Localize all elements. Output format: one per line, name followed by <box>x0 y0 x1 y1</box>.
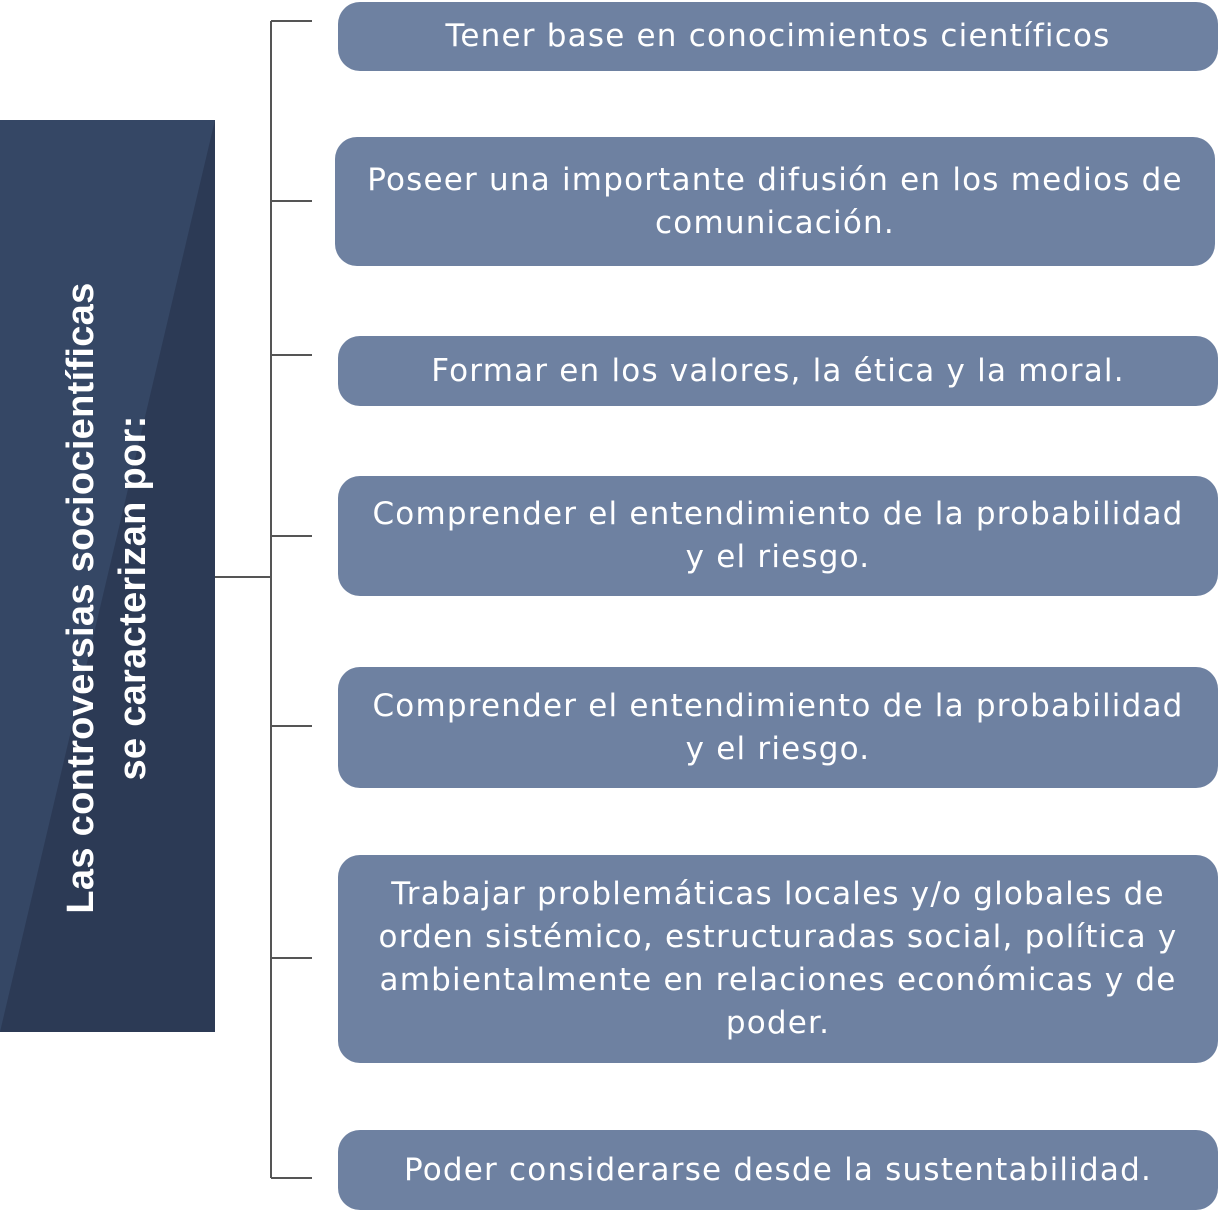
item-box-media-diffusion: Poseer una importante difusión en los medios de comunicación. <box>335 137 1215 266</box>
item-box-sustainability: Poder considerarse desde la sustentabilidad. <box>338 1130 1218 1210</box>
title-line-1: Las controversias sociocientíficas <box>60 282 102 914</box>
title-line-2: se caracterizan por: <box>112 415 154 781</box>
title-panel <box>0 120 215 1032</box>
item-box-probability-risk-2: Comprender el entendimiento de la probabilidad y el riesgo. <box>338 667 1218 788</box>
item-box-probability-risk-1: Comprender el entendimiento de la probabilidad y el riesgo. <box>338 476 1218 596</box>
item-box-scientific-knowledge: Tener base en conocimientos científicos <box>338 2 1218 71</box>
item-box-values-ethics: Formar en los valores, la ética y la moral. <box>338 336 1218 406</box>
item-box-local-global-problems: Trabajar problemáticas locales y/o globales de orden sistémico, estructuradas social, política y ambientalmente en relaciones económicas y de poder. <box>338 855 1218 1063</box>
title-text <box>55 158 159 1038</box>
